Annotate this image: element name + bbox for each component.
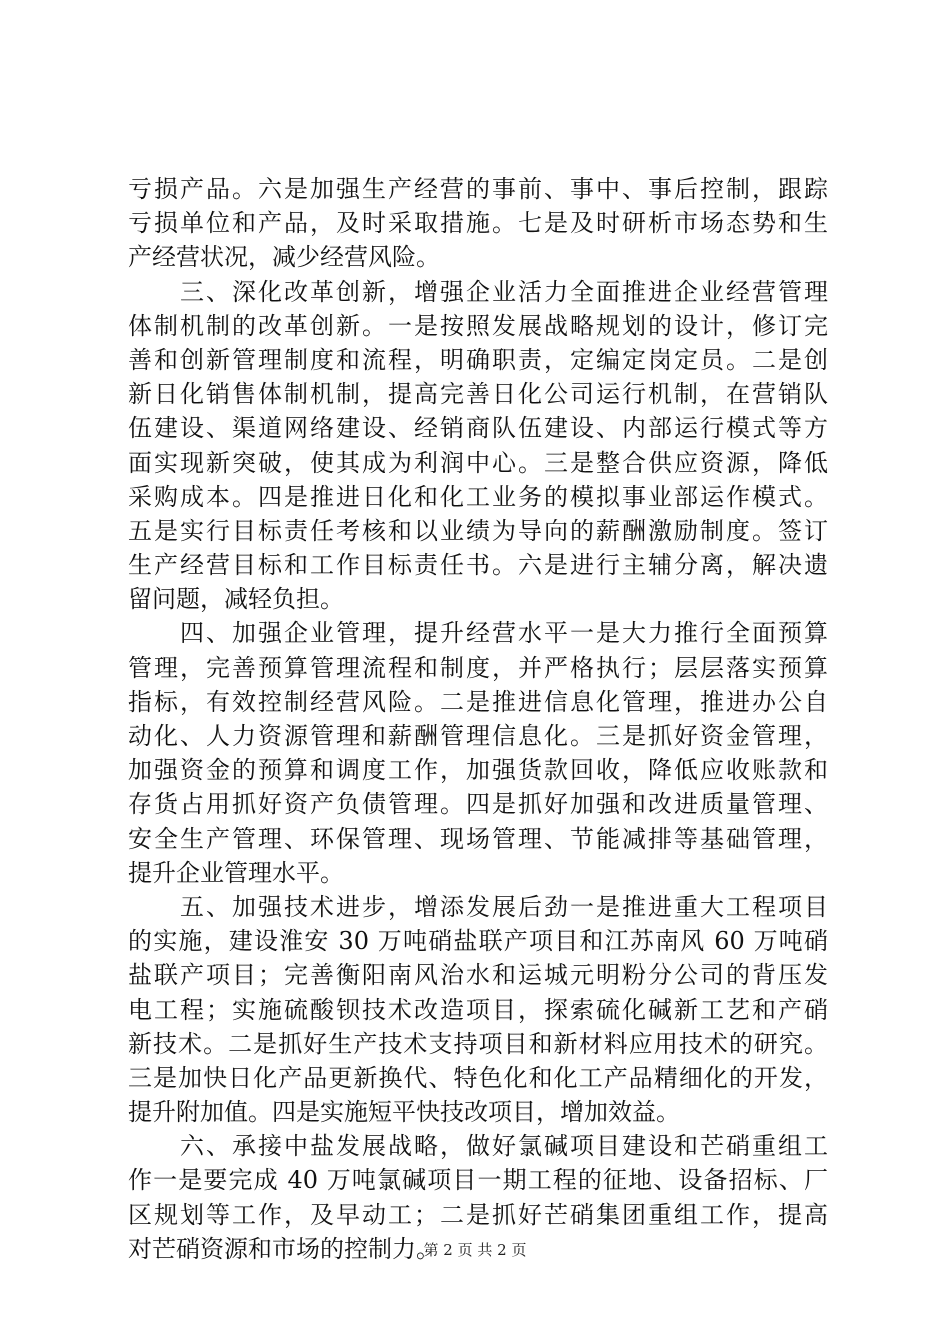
text-line: 对芒硝资源和市场的控制力。 <box>128 1234 440 1263</box>
text-line: 六、承接中盐发展战略，做好氯碱项目建设和芒硝重组工 <box>128 1132 828 1161</box>
text-line: 亏损单位和产品，及时采取措施。七是及时研析市场态势和生 <box>128 209 828 238</box>
text-line: 善和创新管理制度和流程，明确职责，定编定岗定员。二是创 <box>128 345 828 374</box>
text-line: 指标，有效控制经营风险。二是推进信息化管理，推进办公自 <box>128 687 828 716</box>
text-line: 生产经营目标和工作目标责任书。六是进行主辅分离，解决遗 <box>128 551 828 580</box>
text-line: 留问题，减轻负担。 <box>128 585 344 614</box>
text-line: 亏损产品。六是加强生产经营的事前、事中、事后控制，跟踪 <box>128 175 828 203</box>
text-line: 安全生产管理、环保管理、现场管理、节能减排等基础管理， <box>128 824 828 853</box>
text-line: 盐联产项目；完善衡阳南风治水和运城元明粉分公司的背压发 <box>128 961 828 990</box>
text-line: 体制机制的改革创新。一是按照发展战略规划的设计，修订完 <box>128 311 828 340</box>
text-line: 提升企业管理水平。 <box>128 858 344 887</box>
text-line: 面实现新突破，使其成为利润中心。三是整合供应资源，降低 <box>128 448 828 477</box>
text-line: 电工程；实施硫酸钡技术改造项目，探索硫化碱新工艺和产硝 <box>128 995 828 1024</box>
text-line: 产经营状况，减少经营风险。 <box>128 243 440 272</box>
text-line: 管理，完善预算管理流程和制度，并严格执行；层层落实预算 <box>128 653 828 682</box>
text-line: 区规划等工作，及早动工；二是抓好芒硝集团重组工作，提高 <box>128 1200 828 1229</box>
text-line: 作一是要完成 40 万吨氯碱项目一期工程的征地、设备招标、厂 <box>128 1166 828 1195</box>
text-line: 采购成本。四是推进日化和化工业务的模拟事业部运作模式。 <box>128 482 828 511</box>
text-line: 五、加强技术进步，增添发展后劲一是推进重大工程项目 <box>128 892 828 921</box>
document-body <box>128 172 828 1266</box>
text-line: 伍建设、渠道网络建设、经销商队伍建设、内部运行模式等方 <box>128 414 828 443</box>
text-line: 五是实行目标责任考核和以业绩为导向的薪酬激励制度。签订 <box>128 516 828 545</box>
text-line: 提升附加值。四是实施短平快技改项目，增加效益。 <box>128 1098 680 1127</box>
text-line: 三、深化改革创新，增强企业活力全面推进企业经营管理 <box>128 277 828 306</box>
text-line: 新日化销售体制机制，提高完善日化公司运行机制，在营销队 <box>128 380 828 409</box>
page-footer: 第 2 页 共 2 页 <box>423 1241 527 1259</box>
text-line: 加强资金的预算和调度工作，加强货款回收，降低应收账款和 <box>128 756 828 785</box>
text-line: 存货占用抓好资产负债管理。四是抓好加强和改进质量管理、 <box>128 790 828 819</box>
text-line: 四、加强企业管理，提升经营水平一是大力推行全面预算 <box>128 619 828 648</box>
text-line: 动化、人力资源管理和薪酬管理信息化。三是抓好资金管理， <box>128 722 828 750</box>
text-line: 三是加快日化产品更新换代、特色化和化工产品精细化的开发， <box>128 1063 828 1092</box>
text-line: 的实施，建设淮安 30 万吨硝盐联产项目和江苏南风 60 万吨硝 <box>128 927 828 956</box>
text-line: 新技术。二是抓好生产技术支持项目和新材料应用技术的研究。 <box>128 1029 828 1058</box>
